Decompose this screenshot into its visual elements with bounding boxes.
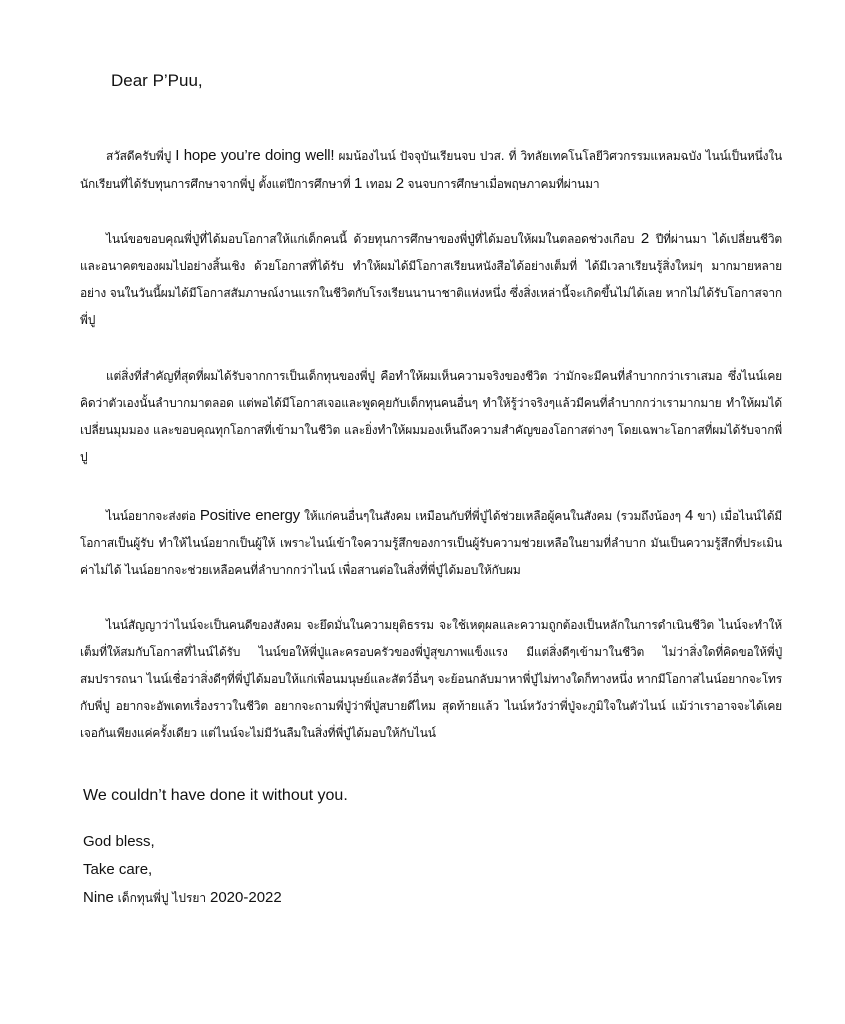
paragraph-lesson: แต่สิ่งที่สำคัญที่สุดที่ผมได้รับจากการเป็นเด็กทุนของพี่ปู คือทำให้ผมเห็นความจริงของชีวิต ว่ามักจะมีคนที่ลำบากกว่าเราเสมอ ซึ่งไนน์เคยคิดว่าตัวเองนั้นลำบากมาตลอด แต่พอได้มีโอกาสเจอและพูดคุยกับเด็กทุนคนอื่นๆ ทำให้รู้ว่าจริงๆแล้วมีคนที่ลำบากกว่าเรามากมาย ทำให้ผมได้เปลี่ยนมุมมอง และขอบคุณทุกโอกาสที่เข้ามาในชีวิต และยิ่งทำให้ผมมองเห็นถึงความสำคัญของโอกาสต่างๆ โดยเฉพาะโอกาสที่ผมได้รับจากพี่ปู <box>80 369 782 464</box>
thanks-thai-a: ไนน์ขอขอบคุณพี่ปู่ที่ได้มอบโอกาสให้แก่เด็กคนนี้ ด้วยทุนการศึกษาของพี่ปู่ที่ได้มอบให้ผมในตลอดช่วงเกือบ <box>106 232 641 246</box>
signature-thai: เด็กทุนพี่ปู ไปรยา <box>113 891 210 905</box>
signature-name: Nine <box>83 889 114 906</box>
graduation-thai: จนจบการศึกษาเมื่อพฤษภาคมที่ผ่านมา <box>403 177 600 191</box>
signature-line <box>83 888 282 908</box>
signoff-god-bless: God bless, <box>83 833 155 850</box>
greeting-english: I hope you’re doing well! <box>175 147 335 164</box>
energy-thai-c: ขา) เมื่อไนน์ได้มีโอกาสเป็นผู้รับ ทำให้ไนน์อยากเป็นผู้ให้ เพราะไนน์เข้าใจความรู้สึกของการเป็นผู้รับความช่วยเหลือในยามที่ลำบาก มันเป็นความรู้สึกที่ประเมินค่าไม่ได้ ไนน์อยากจะช่วยเหลือคนที่ลำบากกว่าไนน์ เพื่อสานต่อในสิ่งที่พี่ปู่ได้มอบให้กับผม <box>80 509 782 577</box>
paragraph-positive-energy <box>80 502 782 584</box>
greeting-thai: สวัสดีครับพี่ปู <box>106 149 176 163</box>
term-number: 2 <box>395 175 404 192</box>
energy-thai-b: ให้แก่คนอื่นๆในสังคม เหมือนกับที่พี่ปู่ได้ช่วยเหลือผู้คนในสังคม (รวมถึงน้องๆ <box>299 509 685 523</box>
signoff-take-care: Take care, <box>83 861 153 878</box>
paragraph-greeting <box>80 142 782 198</box>
paragraph-thanks <box>80 225 782 334</box>
years-number: 2 <box>640 230 650 247</box>
signature-years: 2020-2022 <box>209 889 282 906</box>
salutation: Dear P’Puu, <box>111 71 203 90</box>
closing-line: We couldn’t have done it without you. <box>83 787 348 804</box>
legs-number: 4 <box>684 507 694 524</box>
paragraph-promise: ไนน์สัญญาว่าไนน์จะเป็นคนดีของสังคม จะยึดมั่นในความยุติธรรม จะใช้เหตุผลและความถูกต้องเป็นหลักในการดำเนินชีวิต ไนน์จะทำให้เต็มที่ให้สมกับโอกาสที่ไนน์ได้รับ ไนน์ขอให้พี่ปู่และครอบครัวของพี่ปู่สุขภาพแข็งแรง มีแต่สิ่งดีๆเข้ามาในชีวิต ไม่ว่าสิ่งใดที่คิดขอให้พี่ปู่สมปรารถนา ไนน์เชื่อว่าสิ่งดีๆที่พี่ปู่ได้มอบให้แก่เพื่อนมนุษย์และสัตว์อื่นๆ จะย้อนกลับมาหาพี่ปู่ไม่ทางใดก็ทางหนึ่ง หากมีโอกาสไนน์อยากจะโทรกับพี่ปู อยากจะอัพเดทเรื่องราวในชีวิต อยากจะถามพี่ปู่ว่าพี่ปู่สบายดีไหม สุดท้ายแล้ว ไนน์หวังว่าพี่ปู่จะภูมิใจในตัวไนน์ แม้ว่าเราอาจจะได้เคยเจอกันเพียงแค่ครั้งเดียว แต่ไนน์จะไม่มีวันลืมในสิ่งที่พี่ปู่ได้มอบให้กับไนน์ <box>80 618 782 740</box>
thanks-thai-b: ปีที่ผ่านมา ได้เปลี่ยนชีวิตและอนาคตของผมไปอย่างสิ้นเชิง ด้วยโอกาสที่ได้รับ ทำให้ผมได้มีโอกาสเรียนหนังสือได้อย่างเต็มที่ ได้มีเวลาเรียนรู้สิ่งใหม่ๆ มากมายหลายอย่าง จนในวันนี้ผมได้มีโอกาสสัมภาษณ์งานแรกในชีวิตกับโรงเรียนนานาชาติแห่งหนึ่ง ซึ่งสิ่งเหล่านี้จะเกิดขึ้นไม่ได้เลย หากไม่ได้รับโอกาสจากพี่ปู <box>80 232 782 327</box>
energy-thai-a: ไนน์อยากจะส่งต่อ <box>106 509 200 523</box>
positive-energy-text: Positive energy <box>199 507 300 524</box>
intro-thai: ผมน้องไนน์ ปัจจุบันเรียนจบ ปวส. ที่ วิทลัยเทคโนโลยีวิศวกรรมแหลมฉบัง ไนน์เป็นหนึ่งในนักเรียนที่ได้รับทุนการศึกษาจากพี่ปู ตั้งแต่ปีการศึกษาที่ <box>80 149 782 191</box>
term-label: เทอม <box>362 177 396 191</box>
year-number: 1 <box>354 175 363 192</box>
